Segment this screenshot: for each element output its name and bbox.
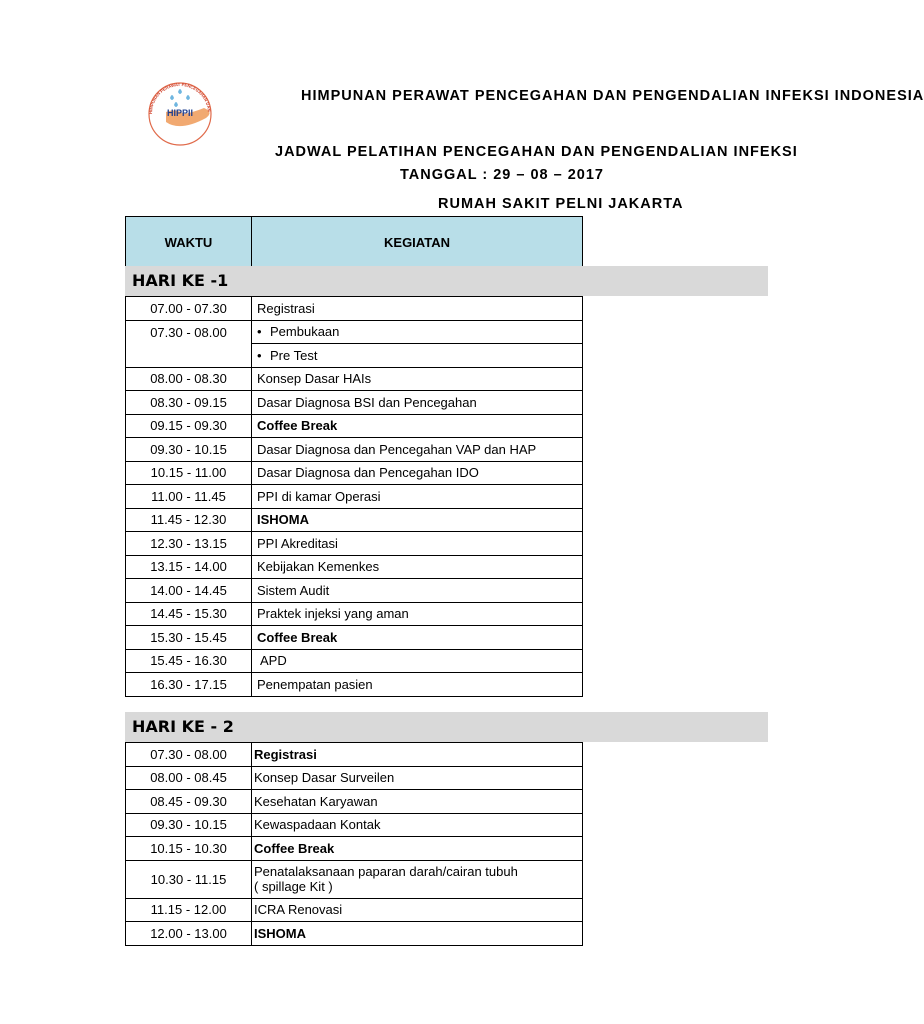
activity-text: Pembukaan [270,324,340,340]
table-row [126,626,583,650]
activity-cell: Kebijakan Kemenkes [252,555,583,579]
activity-cell: Registrasi [252,297,583,321]
activity-subtext: ( spillage Kit ) [254,879,333,894]
table-row [126,508,583,532]
table-row [126,813,583,837]
time-cell: 10.15 - 11.00 [126,461,252,485]
time-cell: 11.45 - 12.30 [126,508,252,532]
activity-cell [252,860,583,898]
time-cell: 10.15 - 10.30 [126,837,252,861]
activity-cell: Konsep Dasar HAIs [252,367,583,391]
time-cell: 08.30 - 09.15 [126,391,252,415]
day1-table [125,296,583,697]
venue-line: RUMAH SAKIT PELNI JAKARTA [438,196,684,212]
table-row [126,391,583,415]
table-row [126,602,583,626]
day2-table [125,742,583,946]
schedule-header-table [125,216,583,268]
activity-cell: Dasar Diagnosa dan Pencegahan IDO [252,461,583,485]
time-cell: 12.30 - 13.15 [126,532,252,556]
time-cell: 15.45 - 16.30 [126,649,252,673]
activity-text: Penatalaksanaan paparan darah/cairan tubuh [254,864,518,879]
time-cell: 07.30 - 08.00 [126,320,252,367]
time-cell: 14.45 - 15.30 [126,602,252,626]
activity-cell: ISHOMA [252,508,583,532]
time-cell: 12.00 - 13.00 [126,922,252,946]
logo-text: HIPPII [167,108,194,118]
schedule-title: JADWAL PELATIHAN PENCEGAHAN DAN PENGENDALIAN INFEKSI [275,144,798,160]
table-row [126,414,583,438]
time-cell: 08.00 - 08.45 [126,766,252,790]
hippii-logo [140,78,228,148]
time-cell: 09.15 - 09.30 [126,414,252,438]
time-cell: 07.00 - 07.30 [126,297,252,321]
table-row [126,837,583,861]
activity-cell [252,320,583,344]
bullet-icon: • [257,347,262,363]
time-cell: 15.30 - 15.45 [126,626,252,650]
table-row [126,673,583,697]
table-row [126,461,583,485]
activity-cell: PPI Akreditasi [252,532,583,556]
table-row [126,898,583,922]
activity-cell: Kewaspadaan Kontak [252,813,583,837]
logo-ring-text: HIMPUNAN PERAWAT PENCEGAHAN DAN [147,81,212,115]
activity-cell: Dasar Diagnosa dan Pencegahan VAP dan HAP [252,438,583,462]
time-cell: 09.30 - 10.15 [126,438,252,462]
bullet-icon: • [257,324,262,340]
activity-cell: Sistem Audit [252,579,583,603]
table-row [126,555,583,579]
time-cell: 11.15 - 12.00 [126,898,252,922]
activity-cell: Coffee Break [252,837,583,861]
day2-heading: HARI KE - 2 [125,712,768,742]
org-title: HIMPUNAN PERAWAT PENCEGAHAN DAN PENGENDALIAN INFEKSI INDONESIA [301,88,924,104]
table-row [126,922,583,946]
day1-heading: HARI KE -1 [125,266,768,296]
time-cell: 07.30 - 08.00 [126,743,252,767]
activity-cell: Konsep Dasar Surveilen [252,766,583,790]
time-cell: 09.30 - 10.15 [126,813,252,837]
activity-cell [252,344,583,368]
activity-cell: Coffee Break [252,626,583,650]
col-header-kegiatan: KEGIATAN [252,217,583,268]
time-cell: 14.00 - 14.45 [126,579,252,603]
table-row [126,860,583,898]
table-row [126,766,583,790]
time-cell: 10.30 - 11.15 [126,860,252,898]
date-line: TANGGAL : 29 – 08 – 2017 [400,167,604,183]
table-row [126,790,583,814]
activity-cell: Registrasi [252,743,583,767]
table-row [126,438,583,462]
col-header-waktu: WAKTU [126,217,252,268]
activity-cell: PPI di kamar Operasi [252,485,583,509]
table-row [126,485,583,509]
time-cell: 11.00 - 11.45 [126,485,252,509]
activity-cell: ISHOMA [252,922,583,946]
table-row [126,297,583,321]
activity-cell: Penempatan pasien [252,673,583,697]
table-row [126,649,583,673]
activity-cell: APD [252,649,583,673]
time-cell: 08.45 - 09.30 [126,790,252,814]
activity-cell: Kesehatan Karyawan [252,790,583,814]
activity-cell: Dasar Diagnosa BSI dan Pencegahan [252,391,583,415]
table-row [126,367,583,391]
table-row [126,579,583,603]
table-row [126,320,583,344]
activity-text: Pre Test [270,347,318,363]
activity-cell: Coffee Break [252,414,583,438]
time-cell: 16.30 - 17.15 [126,673,252,697]
time-cell: 08.00 - 08.30 [126,367,252,391]
table-row [126,532,583,556]
table-row [126,743,583,767]
time-cell: 13.15 - 14.00 [126,555,252,579]
activity-cell: Praktek injeksi yang aman [252,602,583,626]
activity-cell: ICRA Renovasi [252,898,583,922]
